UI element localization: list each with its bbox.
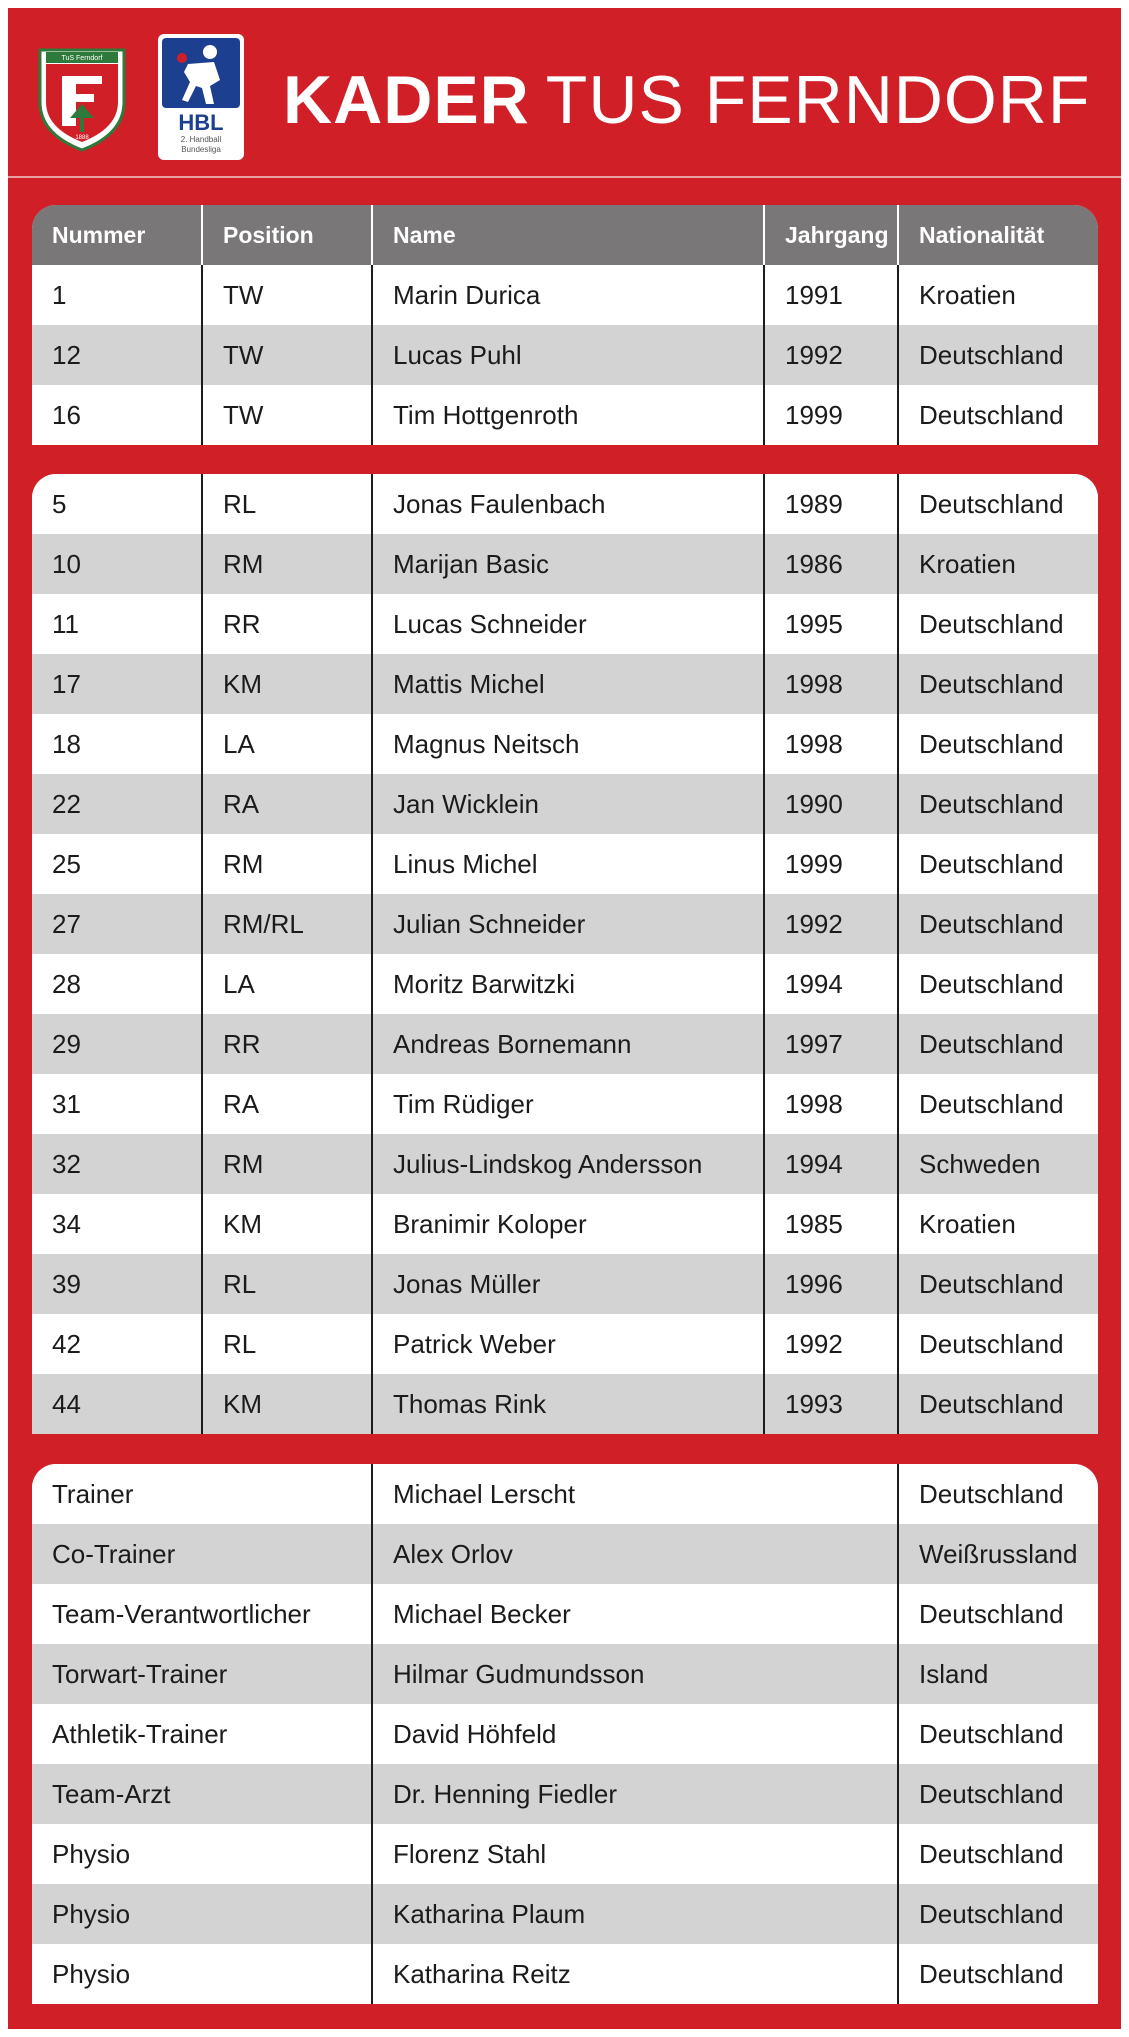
- hbl-text: HBL: [178, 110, 224, 135]
- club-crest-logo: [36, 46, 128, 154]
- field-players-table: [32, 474, 1098, 1434]
- cell-name: Tim Rüdiger: [372, 1074, 764, 1134]
- cell-number: 39: [32, 1254, 202, 1314]
- cell-name: Julius-Lindskog Andersson: [372, 1134, 764, 1194]
- cell-nation: Deutschland: [898, 1584, 1098, 1644]
- column-header-position: Position: [202, 205, 372, 265]
- cell-year: 1998: [764, 714, 898, 774]
- cell-position: LA: [202, 954, 372, 1014]
- cell-nation: Weißrussland: [898, 1524, 1098, 1584]
- table-row: [32, 1764, 1098, 1824]
- cell-nation: Deutschland: [898, 325, 1098, 385]
- crest-text: TuS Ferndorf: [61, 55, 103, 62]
- cell-nation: Kroatien: [898, 534, 1098, 594]
- cell-name: Jan Wicklein: [372, 774, 764, 834]
- table-row: [32, 1524, 1098, 1584]
- cell-year: 1992: [764, 325, 898, 385]
- cell-nation: Deutschland: [898, 894, 1098, 954]
- cell-year: 1998: [764, 654, 898, 714]
- cell-name: Branimir Koloper: [372, 1194, 764, 1254]
- cell-year: 1993: [764, 1374, 898, 1434]
- table-row: [32, 894, 1098, 954]
- cell-year: 1996: [764, 1254, 898, 1314]
- table-row: [32, 325, 1098, 385]
- cell-name: Moritz Barwitzki: [372, 954, 764, 1014]
- title-bold: KADER: [283, 62, 530, 138]
- cell-position: TW: [202, 265, 372, 325]
- cell-nation: Deutschland: [898, 1254, 1098, 1314]
- column-header-year: Jahrgang: [764, 205, 898, 265]
- table-row: [32, 534, 1098, 594]
- table-row: [32, 1704, 1098, 1764]
- table-header-row: [32, 205, 1098, 265]
- cell-name: Andreas Bornemann: [372, 1014, 764, 1074]
- title-light: TUS FERNDORF: [545, 62, 1091, 138]
- cell-year: 1989: [764, 474, 898, 534]
- table-row: [32, 1464, 1098, 1524]
- cell-nation: Deutschland: [898, 834, 1098, 894]
- crest-year: 1888: [75, 135, 89, 141]
- cell-number: 16: [32, 385, 202, 445]
- cell-nation: Deutschland: [898, 1014, 1098, 1074]
- cell-position: RL: [202, 474, 372, 534]
- table-row: [32, 474, 1098, 534]
- cell-position: KM: [202, 654, 372, 714]
- cell-year: 1990: [764, 774, 898, 834]
- table-row: [32, 385, 1098, 445]
- hbl-logo: [158, 34, 244, 160]
- cell-name: Michael Becker: [372, 1584, 898, 1644]
- cell-year: 1997: [764, 1014, 898, 1074]
- cell-name: Marin Durica: [372, 265, 764, 325]
- cell-nation: Deutschland: [898, 954, 1098, 1014]
- cell-nation: Deutschland: [898, 385, 1098, 445]
- cell-position: KM: [202, 1194, 372, 1254]
- cell-role: Team-Verantwortlicher: [32, 1584, 372, 1644]
- hbl-subtitle-2: Bundesliga: [181, 145, 221, 154]
- table-row: [32, 594, 1098, 654]
- cell-nation: Island: [898, 1644, 1098, 1704]
- table-row: [32, 1644, 1098, 1704]
- cell-role: Team-Arzt: [32, 1764, 372, 1824]
- cell-role: Physio: [32, 1944, 372, 2004]
- cell-number: 31: [32, 1074, 202, 1134]
- hbl-subtitle-1: 2. Handball: [180, 135, 222, 144]
- table-row: [32, 714, 1098, 774]
- cell-position: RM: [202, 834, 372, 894]
- goalkeepers-table: [32, 205, 1098, 445]
- cell-role: Trainer: [32, 1464, 372, 1524]
- cell-name: Patrick Weber: [372, 1314, 764, 1374]
- cell-name: Dr. Henning Fiedler: [372, 1764, 898, 1824]
- cell-year: 1992: [764, 894, 898, 954]
- cell-role: Athletik-Trainer: [32, 1704, 372, 1764]
- cell-position: LA: [202, 714, 372, 774]
- cell-number: 5: [32, 474, 202, 534]
- cell-position: RL: [202, 1254, 372, 1314]
- page-title: [283, 60, 1090, 140]
- cell-name: Jonas Müller: [372, 1254, 764, 1314]
- roster-poster: [8, 8, 1121, 2029]
- cell-number: 44: [32, 1374, 202, 1434]
- table-row: [32, 774, 1098, 834]
- cell-number: 34: [32, 1194, 202, 1254]
- cell-number: 22: [32, 774, 202, 834]
- cell-role: Torwart-Trainer: [32, 1644, 372, 1704]
- table-row: [32, 654, 1098, 714]
- cell-position: RA: [202, 774, 372, 834]
- cell-name: Jonas Faulenbach: [372, 474, 764, 534]
- cell-position: RL: [202, 1314, 372, 1374]
- cell-nation: Deutschland: [898, 1464, 1098, 1524]
- cell-name: Tim Hottgenroth: [372, 385, 764, 445]
- cell-nation: Schweden: [898, 1134, 1098, 1194]
- cell-name: Mattis Michel: [372, 654, 764, 714]
- cell-year: 1994: [764, 954, 898, 1014]
- cell-number: 32: [32, 1134, 202, 1194]
- cell-nation: Deutschland: [898, 1764, 1098, 1824]
- cell-name: Katharina Reitz: [372, 1944, 898, 2004]
- cell-number: 25: [32, 834, 202, 894]
- cell-nation: Kroatien: [898, 265, 1098, 325]
- cell-name: Hilmar Gudmundsson: [372, 1644, 898, 1704]
- cell-role: Physio: [32, 1824, 372, 1884]
- cell-number: 28: [32, 954, 202, 1014]
- table-row: [32, 954, 1098, 1014]
- cell-nation: Deutschland: [898, 714, 1098, 774]
- cell-nation: Kroatien: [898, 1194, 1098, 1254]
- cell-name: Florenz Stahl: [372, 1824, 898, 1884]
- cell-name: Alex Orlov: [372, 1524, 898, 1584]
- cell-name: Magnus Neitsch: [372, 714, 764, 774]
- cell-nation: Deutschland: [898, 1074, 1098, 1134]
- cell-year: 1992: [764, 1314, 898, 1374]
- cell-nation: Deutschland: [898, 1704, 1098, 1764]
- table-row: [32, 1944, 1098, 2004]
- cell-year: 1998: [764, 1074, 898, 1134]
- cell-name: David Höhfeld: [372, 1704, 898, 1764]
- cell-number: 10: [32, 534, 202, 594]
- cell-name: Linus Michel: [372, 834, 764, 894]
- cell-name: Lucas Puhl: [372, 325, 764, 385]
- table-row: [32, 1254, 1098, 1314]
- cell-name: Marijan Basic: [372, 534, 764, 594]
- cell-name: Thomas Rink: [372, 1374, 764, 1434]
- cell-position: RR: [202, 594, 372, 654]
- cell-position: RM/RL: [202, 894, 372, 954]
- cell-name: Julian Schneider: [372, 894, 764, 954]
- table-row: [32, 1014, 1098, 1074]
- table-row: [32, 1584, 1098, 1644]
- cell-number: 18: [32, 714, 202, 774]
- cell-position: RA: [202, 1074, 372, 1134]
- cell-position: KM: [202, 1374, 372, 1434]
- cell-nation: Deutschland: [898, 474, 1098, 534]
- table-row: [32, 1074, 1098, 1134]
- cell-nation: Deutschland: [898, 594, 1098, 654]
- column-header-name: Name: [372, 205, 764, 265]
- table-row: [32, 1824, 1098, 1884]
- cell-nation: Deutschland: [898, 1374, 1098, 1434]
- cell-number: 11: [32, 594, 202, 654]
- column-header-nation: Nationalität: [898, 205, 1098, 265]
- cell-nation: Deutschland: [898, 1884, 1098, 1944]
- cell-number: 42: [32, 1314, 202, 1374]
- cell-nation: Deutschland: [898, 1314, 1098, 1374]
- table-row: [32, 1314, 1098, 1374]
- cell-nation: Deutschland: [898, 1944, 1098, 2004]
- column-header-number: Nummer: [32, 205, 202, 265]
- cell-year: 1999: [764, 385, 898, 445]
- cell-nation: Deutschland: [898, 774, 1098, 834]
- cell-position: TW: [202, 325, 372, 385]
- cell-number: 17: [32, 654, 202, 714]
- cell-position: TW: [202, 385, 372, 445]
- cell-number: 27: [32, 894, 202, 954]
- table-row: [32, 1134, 1098, 1194]
- cell-position: RR: [202, 1014, 372, 1074]
- table-row: [32, 834, 1098, 894]
- table-row: [32, 265, 1098, 325]
- cell-nation: Deutschland: [898, 654, 1098, 714]
- cell-year: 1994: [764, 1134, 898, 1194]
- cell-name: Michael Lerscht: [372, 1464, 898, 1524]
- cell-number: 1: [32, 265, 202, 325]
- cell-year: 1986: [764, 534, 898, 594]
- cell-position: RM: [202, 534, 372, 594]
- table-row: [32, 1194, 1098, 1254]
- cell-role: Co-Trainer: [32, 1524, 372, 1584]
- staff-table: [32, 1464, 1098, 2004]
- cell-name: Katharina Plaum: [372, 1884, 898, 1944]
- cell-role: Physio: [32, 1884, 372, 1944]
- cell-year: 1999: [764, 834, 898, 894]
- table-row: [32, 1374, 1098, 1434]
- cell-number: 29: [32, 1014, 202, 1074]
- header: [8, 8, 1121, 178]
- cell-year: 1985: [764, 1194, 898, 1254]
- cell-nation: Deutschland: [898, 1824, 1098, 1884]
- cell-year: 1991: [764, 265, 898, 325]
- cell-number: 12: [32, 325, 202, 385]
- table-row: [32, 1884, 1098, 1944]
- cell-position: RM: [202, 1134, 372, 1194]
- cell-year: 1995: [764, 594, 898, 654]
- cell-name: Lucas Schneider: [372, 594, 764, 654]
